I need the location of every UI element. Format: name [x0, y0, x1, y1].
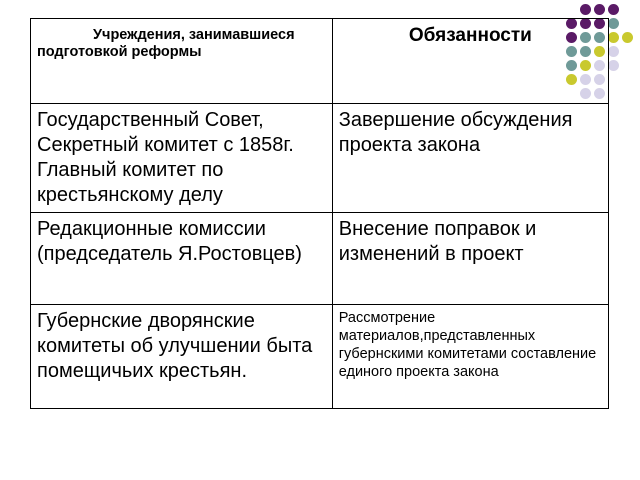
decorative-dot — [594, 4, 605, 15]
header-duties: Обязанности — [332, 19, 608, 104]
decorative-dot — [608, 46, 619, 57]
reform-institutions-table — [30, 18, 609, 409]
table-header-row — [31, 19, 609, 104]
decorative-dot — [608, 4, 619, 15]
decorative-dot — [608, 60, 619, 71]
duty-cell: Рассмотрение материалов,представленных губернскими комитетами составление единого проекта закона — [332, 305, 608, 409]
decorative-dot — [622, 32, 633, 43]
institution-cell: Редакционные комиссии (председатель Я.Ростовцев) — [31, 213, 333, 305]
institution-cell: Губернские дворянские комитеты об улучшении быта помещичьих крестьян. — [31, 305, 333, 409]
table-row — [31, 104, 609, 213]
duty-cell: Внесение поправок и изменений в проект — [332, 213, 608, 305]
institution-cell: Государственный Совет, Секретный комитет с 1858г. Главный комитет по крестьянскому делу — [31, 104, 333, 213]
header-institutions-text: Учреждения, занимавшиеся подготовкой реформы — [37, 27, 295, 60]
decorative-dot — [580, 4, 591, 15]
decorative-dot — [608, 32, 619, 43]
header-institutions — [31, 19, 333, 104]
duty-cell: Завершение обсуждения проекта закона — [332, 104, 608, 213]
table-row — [31, 213, 609, 305]
table-row — [31, 305, 609, 409]
decorative-dot — [608, 18, 619, 29]
